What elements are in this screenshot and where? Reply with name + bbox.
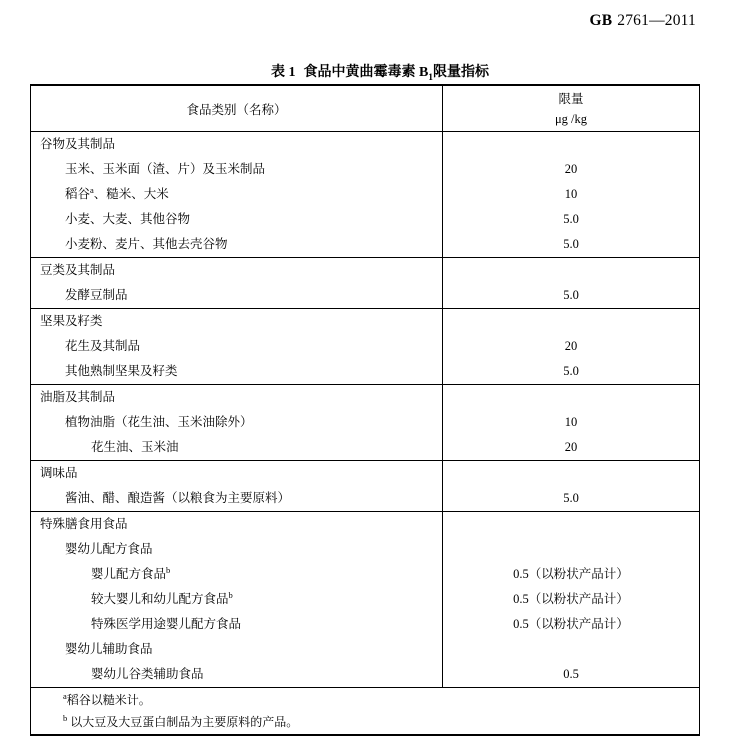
footnotes — [31, 688, 699, 734]
table-section — [31, 385, 699, 461]
food-category-cell: 特殊医学用途婴儿配方食品 — [31, 612, 443, 637]
table-section — [31, 512, 699, 688]
table-row — [31, 486, 699, 511]
limit-value-cell: 0.5（以粉状产品计） — [513, 617, 629, 631]
limit-value-cell: 5.0 — [563, 288, 579, 302]
table-row — [31, 283, 699, 308]
table-header-row — [31, 86, 699, 132]
table-row — [31, 309, 699, 334]
footnote: $^b$ 以大豆及大豆蛋白制品为主要原料的产品。 — [63, 713, 299, 729]
footnote-marker-sup: b — [228, 589, 233, 600]
food-category-cell: 稻谷$^a$、糙米、大米 — [31, 182, 443, 207]
table-title-subscript: 1 — [428, 72, 434, 83]
footnote-marker: a — [63, 691, 67, 701]
food-category-cell: 油脂及其制品 — [31, 385, 443, 410]
document-code-prefix: GB — [589, 12, 613, 29]
table-section — [31, 132, 699, 258]
limit-value-cell: 10 — [564, 415, 578, 429]
table-row — [31, 232, 699, 257]
food-category-cell: 较大婴儿和幼儿配方食品$^b$ — [31, 587, 443, 612]
food-category-cell: 花生及其制品 — [31, 334, 443, 359]
footnote-marker: b — [63, 713, 68, 723]
table-row — [31, 258, 699, 283]
limit-value-cell: 0.5 — [563, 667, 579, 681]
food-category-cell: 婴幼儿谷类辅助食品 — [31, 662, 443, 687]
limit-value-cell — [443, 385, 699, 410]
limit-value-cell: 0.5（以粉状产品计） — [513, 567, 629, 581]
table-row — [31, 410, 699, 435]
table-row — [31, 562, 699, 587]
food-category-cell: 酱油、醋、酿造酱（以粮食为主要原料） — [31, 486, 443, 511]
food-category-cell: 小麦粉、麦片、其他去壳谷物 — [31, 232, 443, 257]
table-row — [31, 385, 699, 410]
table-row — [31, 587, 699, 612]
footnote: $^a$稻谷以糙米计。 — [63, 691, 151, 707]
limit-value-cell — [443, 258, 699, 283]
limit-value-cell: 0.5（以粉状产品计） — [513, 592, 629, 606]
limit-value-cell — [443, 637, 699, 662]
limit-value-cell — [443, 309, 699, 334]
food-category-cell: 花生油、玉米油 — [31, 435, 443, 460]
table-title — [30, 61, 730, 83]
limit-value-cell: 5.0 — [563, 212, 579, 226]
table-section — [31, 461, 699, 512]
table-row — [31, 207, 699, 232]
food-category-cell: 玉米、玉米面（渣、片）及玉米制品 — [31, 157, 443, 182]
table-row — [31, 132, 699, 157]
table-title-number: 表 1 — [270, 65, 296, 80]
table-row — [31, 537, 699, 562]
limit-value-cell: 20 — [564, 440, 578, 454]
table-row — [31, 461, 699, 486]
limit-value-cell: 10 — [564, 187, 578, 201]
table-row — [31, 662, 699, 687]
food-category-cell: 谷物及其制品 — [31, 132, 443, 157]
table-row — [31, 157, 699, 182]
food-category-cell: 婴幼儿配方食品 — [31, 537, 443, 562]
limit-value-cell: 5.0 — [563, 364, 579, 378]
table-row — [31, 182, 699, 207]
table-title-main: 食品中黄曲霉毒素 B — [303, 65, 429, 80]
food-category-cell: 特殊膳食用食品 — [31, 512, 443, 537]
food-category-cell: 婴儿配方食品$^b$ — [31, 562, 443, 587]
limit-value-cell — [443, 461, 699, 486]
food-category-header: 食品类别（名称） — [31, 86, 443, 131]
document-code — [589, 12, 696, 30]
limit-header-label: 限量 — [558, 91, 584, 106]
table-section — [31, 258, 699, 309]
document-code-number: 2761—2011 — [617, 12, 696, 29]
limit-header-unit: μg /kg — [554, 111, 588, 126]
food-category-cell: 发酵豆制品 — [31, 283, 443, 308]
limits-table — [30, 84, 700, 736]
limit-value-cell: 5.0 — [563, 491, 579, 505]
limit-value-cell — [443, 132, 699, 157]
footnote-marker-sup: b — [166, 564, 171, 575]
limit-value-cell — [443, 537, 699, 562]
food-category-cell: 调味品 — [31, 461, 443, 486]
table-row — [31, 512, 699, 537]
table-section — [31, 309, 699, 385]
food-category-cell: 植物油脂（花生油、玉米油除外） — [31, 410, 443, 435]
table-row — [31, 359, 699, 384]
table-row — [31, 612, 699, 637]
limit-value-cell: 20 — [564, 339, 578, 353]
food-category-cell: 豆类及其制品 — [31, 258, 443, 283]
table-row — [31, 334, 699, 359]
food-category-cell: 其他熟制坚果及籽类 — [31, 359, 443, 384]
food-category-cell: 婴幼儿辅助食品 — [31, 637, 443, 662]
footnote-marker-sup: a — [90, 184, 94, 195]
limit-value-cell: 5.0 — [563, 237, 579, 251]
food-category-cell: 小麦、大麦、其他谷物 — [31, 207, 443, 232]
table-row — [31, 435, 699, 460]
limit-value-cell: 20 — [564, 162, 578, 176]
limit-value-cell — [443, 512, 699, 537]
limit-header — [443, 86, 699, 131]
table-body — [31, 132, 699, 688]
table-row — [31, 637, 699, 662]
food-category-cell: 坚果及籽类 — [31, 309, 443, 334]
table-title-suffix: 限量指标 — [433, 65, 490, 80]
